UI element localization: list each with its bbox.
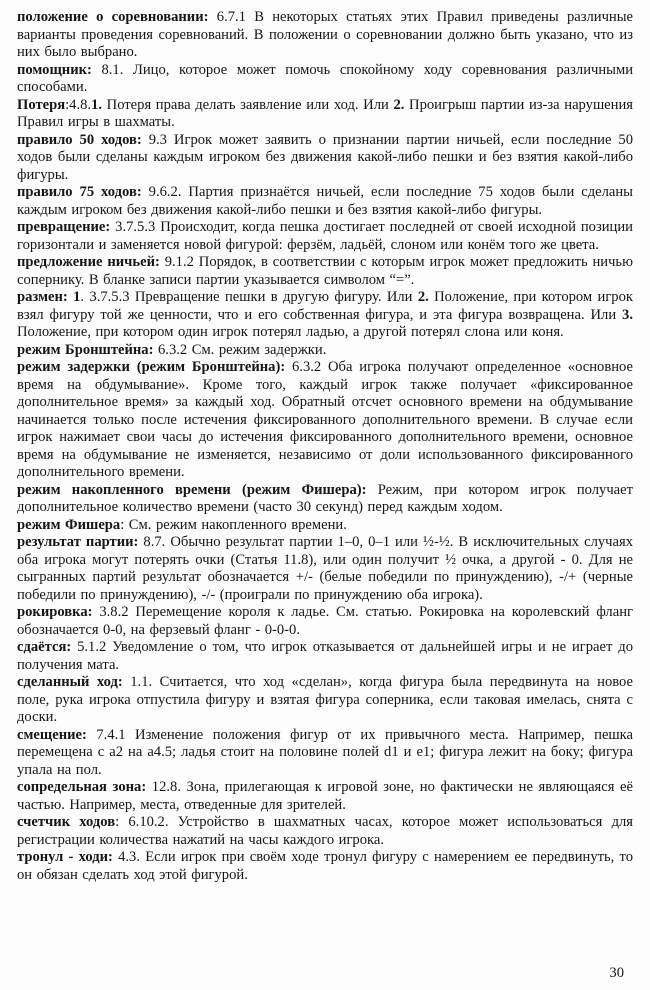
glossary-term: режим задержки (режим Бронштейна):: [17, 359, 286, 375]
glossary-entry: [17, 62, 633, 97]
glossary-entry: [17, 289, 633, 342]
glossary-term: правило 50 ходов:: [17, 131, 142, 148]
glossary-entry: [17, 9, 633, 62]
glossary-term: тронул - ходи:: [17, 849, 113, 865]
glossary-definition-text: Режим, при котором игрок получает дополнительное количество времени (часто 30 секунд) перед каждым ходом.: [17, 481, 633, 515]
glossary-entry: [17, 779, 633, 814]
glossary-entry: [17, 604, 633, 639]
glossary-term: помощник:: [17, 61, 92, 78]
glossary-entry: [17, 814, 633, 849]
glossary-definition-text: : См. режим накопленного времени.: [120, 516, 347, 533]
glossary-term: 1.: [91, 96, 103, 113]
glossary-entry: [17, 534, 633, 604]
glossary-term: результат партии:: [17, 534, 139, 550]
glossary-term: сопредельная зона:: [17, 779, 147, 795]
glossary-entry: [17, 727, 633, 780]
glossary-definition-text: Положение, при котором один игрок потерял ладью, а другой потерял слона или коня.: [17, 324, 564, 340]
glossary-entry: [17, 342, 633, 360]
glossary-term: правило 75 ходов:: [17, 184, 142, 200]
glossary-entry: [17, 482, 633, 517]
glossary-entry: [17, 674, 633, 727]
glossary-definition-text: 3.7.5.3 Происходит, когда пешка достигает последней от своей исходной позиции горизонтали и заменяется новой фигурой: ферзём, ладьёй, слоном или конём того же цвета.: [17, 219, 633, 253]
glossary-definition-text: 8.1. Лицо, которое может помочь спокойному ходу соревнования различными способами.: [17, 61, 633, 95]
glossary-definition-text: 4.3. Если игрок при своём ходе тронул фигуру с намерением ее передвинуть, то он обязан сделать ход этой фигурой.: [17, 849, 633, 883]
glossary-definition-text: 6.7.1 В некоторых статьях этих Правил приведены различные варианты проведения соревнований. В положении о соревновании должно быть указано, что из них было выбрано.: [17, 9, 634, 60]
page-number: 30: [609, 964, 624, 981]
glossary-definition-text: 12.8. Зона, прилегающая к игровой зоне, но фактически не являющаяся её частью. Например, места, отведенные для зрителей.: [17, 779, 633, 813]
glossary-term: смещение:: [17, 726, 87, 743]
glossary-definition-text: . 3.7.5.3 Превращение пешки в другую фигуру. Или: [80, 289, 418, 305]
glossary-entry: [17, 359, 633, 482]
glossary-term: сделанный ход:: [17, 674, 123, 690]
glossary-definition-text: 1.1. Считается, что ход «сделан», когда фигура была передвинута на новое поле, рука игрока отпустила фигуру и взятая фигура соперника, если таковая имелась, снята с доски.: [17, 674, 633, 725]
glossary-definition-text: Положение, при котором игрок взял фигуру той же ценности, что и его собственная фигура, и эта фигура возвращена. Или: [17, 289, 633, 323]
glossary-definition-text: 9.3 Игрок может заявить о признании партии ничьей, если последние 50 ходов были сделаны каждым игроком без движения какой-либо пешки и без взятия какой-либо фигуры.: [17, 131, 633, 183]
glossary-entry: [17, 97, 633, 132]
glossary-term: предложение ничьей:: [17, 254, 160, 270]
glossary-definition-text: 8.7. Обычно результат партии 1–0, 0–1 или ½-½. В исключительных случаях оба игрока могут потерять очки (Статья 11.8), или один получит ½ очка, а другой - 0. Для не сыгранных партий результат обозначается +/- (белые победили по принуждению), -/+ (черные победили по принуждению), -/- (проиграли по принуждению оба игрока).: [17, 534, 633, 603]
glossary-term: 2.: [393, 96, 405, 113]
glossary-term: 2.: [417, 289, 429, 305]
glossary-term: положение о соревновании:: [17, 9, 209, 25]
glossary-term: счетчик ходов: [17, 814, 116, 830]
glossary-definition-text: 9.6.2. Партия признаётся ничьей, если последние 75 ходов были сделаны каждым игроком без движения какой-либо пешки и без взятия какой-либо фигуры.: [17, 184, 633, 218]
glossary-term: Потеря: [17, 96, 66, 113]
glossary-definition-text: : 6.10.2. Устройство в шахматных часах, которое может использоваться для регистрации количества нажатий на часы каждого игрока.: [17, 814, 633, 848]
glossary-entry: [17, 849, 633, 884]
glossary-term: 1: [73, 289, 81, 305]
glossary-term: сдаётся:: [17, 639, 72, 655]
glossary-entry: [17, 254, 633, 289]
glossary-term: рокировка:: [17, 604, 93, 620]
glossary-term: режим Фишера: [17, 516, 121, 533]
glossary-entry: [17, 132, 633, 185]
glossary-entry: [17, 639, 633, 674]
glossary-entry: [17, 219, 633, 254]
glossary-term: 3.: [622, 306, 633, 323]
glossary-definition-text: 5.1.2 Уведомление о том, что игрок отказывается от дальнейшей игры и не играет до получения мата.: [17, 639, 633, 673]
glossary-term: режим накопленного времени (режим Фишера):: [17, 481, 367, 498]
glossary-entry: [17, 184, 633, 219]
glossary-term: размен:: [17, 289, 68, 305]
glossary-entries: [17, 9, 633, 884]
glossary-definition-text: 9.1.2 Порядок, в соответствии с которым игрок может предложить ничью сопернику. В бланке записи партии указывается символом “=”.: [17, 254, 633, 288]
glossary-definition-text: 3.8.2 Перемещение короля к ладье. См. статью. Рокировка на королевский фланг обозначается 0-0, на ферзевый фланг - 0-0-0.: [17, 604, 633, 638]
glossary-entry: [17, 517, 633, 535]
glossary-definition-text: Потеря права делать заявление или ход. Или: [102, 96, 394, 113]
glossary-definition-text: 6.3.2 Оба игрока получают определенное «основное время на обдумывание». Кроме того, каждый игрок также получает «фиксированное дополнительное время» за каждый ход. Обратный отсчет основного времени на обдумывание начинается только после истечения фиксированного дополнительного времени. В случае если игрок нажимает свои часы до истечения фиксированного дополнительного времени, основное время на обдумывание не изменяется, независимо от доли использованного фиксированного дополнительного времени.: [17, 359, 633, 480]
glossary-definition-text: Проигрыш партии из-за нарушения Правил игры в шахматы.: [17, 96, 633, 130]
glossary-definition-text: 7.4.1 Изменение положения фигур от их привычного места. Например, пешка перемещена с а2 на а4.5; ладья стоит на половине полей d1 и e1; фигура лежит на боку; фигура упала на пол.: [17, 726, 633, 778]
glossary-definition-text: :4.8.: [65, 96, 92, 113]
glossary-term: режим Бронштейна:: [17, 341, 154, 358]
glossary-term: превращение:: [17, 219, 111, 235]
glossary-definition-text: 6.3.2 См. режим задержки.: [153, 341, 327, 358]
